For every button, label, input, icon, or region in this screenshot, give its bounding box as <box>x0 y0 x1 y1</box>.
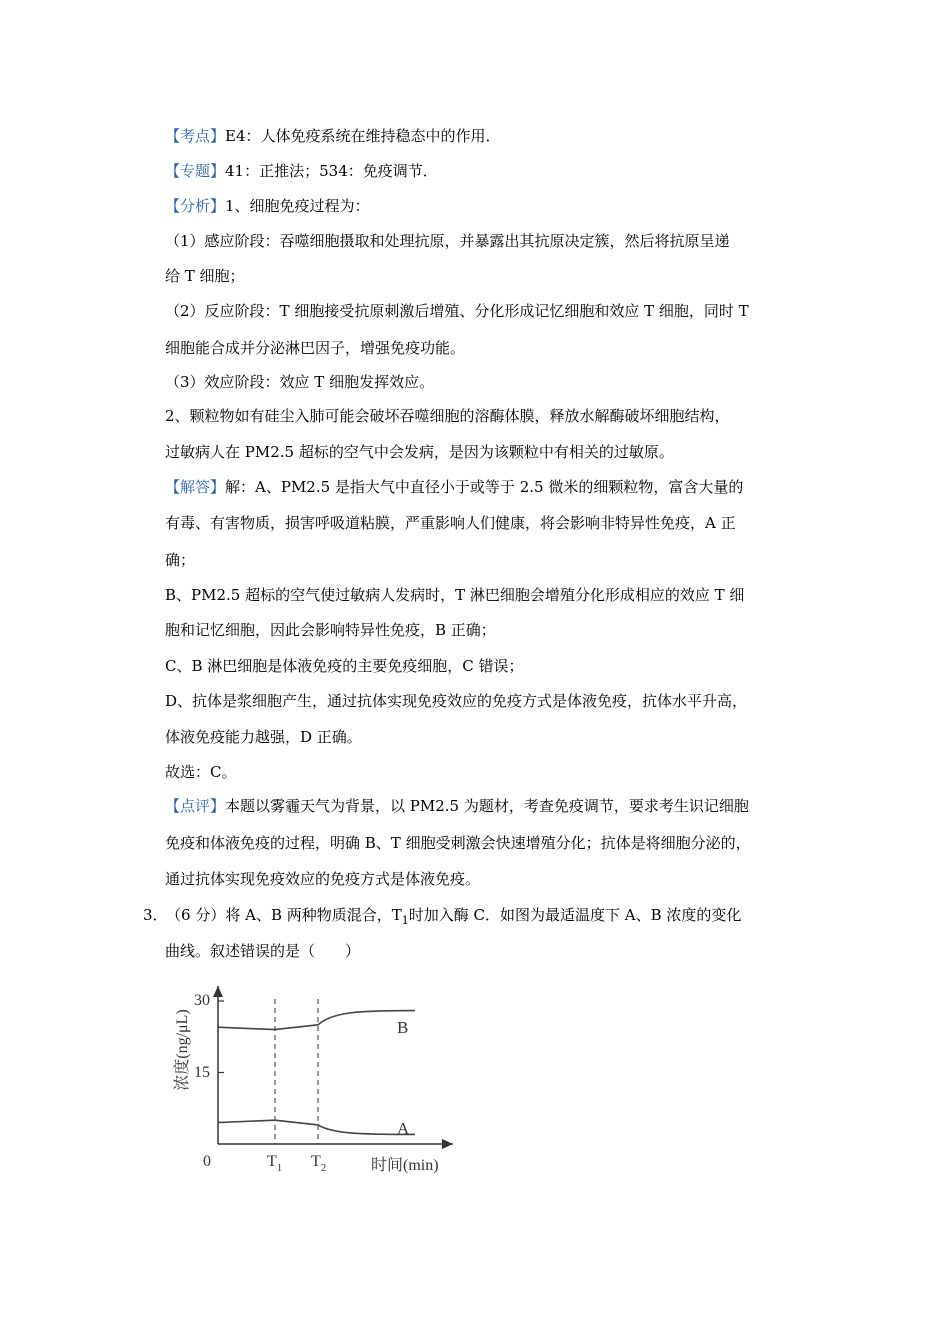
dianping-line-2: 通过抗体实现免疫效应的免疫方式是体液免疫。 <box>165 870 481 888</box>
jieda-line-2: 确； <box>165 551 196 569</box>
y-tick-label-30: 30 <box>194 992 210 1009</box>
jieda-line-1: 有毒、有害物质，损害呼吸道粘膜，严重影响人们健康，将会影响非特异性免疫，A 正 <box>165 514 736 532</box>
x-marker-t2: $T_2$ <box>311 1153 327 1174</box>
origin-label: 0 <box>203 1153 211 1170</box>
fenxi-line-3: （2）反应阶段：T 细胞接受抗原刺激后增殖、分化形成记忆细胞和效应 T 细胞，同时 T <box>165 302 749 320</box>
question-number: 3． <box>143 906 168 924</box>
kaodian-line <box>165 126 501 146</box>
jieda-tag: 【解答】 <box>165 478 226 496</box>
zhuanti-line <box>165 161 438 181</box>
chart-axes <box>213 986 453 1149</box>
fenxi-text: 1、细胞免疫过程为： <box>225 197 370 215</box>
question-subscript: 1 <box>401 914 409 927</box>
dianping-line-1: 免疫和体液免疫的过程，明确 B、T 细胞受刺激会快速增殖分化；抗体是将细胞分泌的， <box>165 834 751 852</box>
jieda-line-4: 胞和记忆细胞，因此会影响特异性免疫，B 正确； <box>165 621 496 639</box>
fenxi-line-5: （3）效应阶段：效应 T 细胞发挥效应。 <box>165 373 435 391</box>
dianping-line-0 <box>165 796 749 816</box>
series-line-a <box>218 1120 415 1134</box>
kaodian-tag: 【考点】 <box>165 127 226 145</box>
y-axis-label: 浓度(ng/μL) <box>174 1009 191 1091</box>
question-text-b: 时加入酶 C．如图为最适温度下 A、B 浓度的变化 <box>408 906 742 924</box>
series-line-b <box>218 1011 415 1030</box>
kaodian-text: E4：人体免疫系统在维持稳态中的作用． <box>225 127 501 145</box>
fenxi-line-0 <box>165 196 370 216</box>
fenxi-line-4: 细胞能合成并分泌淋巴因子，增强免疫功能。 <box>165 339 466 357</box>
series-label-b: B <box>397 1018 409 1037</box>
dianping-tag: 【点评】 <box>165 797 226 815</box>
zhuanti-tag: 【专题】 <box>165 162 226 180</box>
jieda-text: 解：A、PM2.5 是指大气中直径小于或等于 2.5 微米的细颗粒物，富含大量的 <box>225 478 744 496</box>
y-tick-label-15: 15 <box>194 1064 210 1081</box>
question-text-a: （6 分）将 A、B 两种物质混合，T <box>173 906 402 924</box>
concentration-chart <box>165 968 465 1180</box>
jieda-line-0 <box>165 477 743 497</box>
dianping-text: 本题以雾霾天气为背景，以 PM2.5 为题材，考查免疫调节，要求考生识记细胞 <box>225 797 749 815</box>
question-line-2: 曲线。叙述错误的是（ ） <box>165 942 361 960</box>
y-axis-arrow <box>213 986 223 997</box>
chart-marks <box>218 1011 415 1135</box>
x-axis-arrow <box>442 1139 453 1149</box>
question-line-1 <box>143 905 741 931</box>
fenxi-tag: 【分析】 <box>165 197 226 215</box>
fenxi-line-6: 2、颗粒物如有硅尘入肺可能会破坏吞噬细胞的溶酶体膜，释放水解酶破坏细胞结构， <box>165 407 730 425</box>
x-axis-label: 时间(min) <box>371 1157 439 1174</box>
jieda-line-8: 故选：C。 <box>165 763 237 781</box>
jieda-line-5: C、B 淋巴细胞是体液免疫的主要免疫细胞，C 错误； <box>165 657 524 675</box>
x-marker-t1: $T_1$ <box>267 1153 283 1174</box>
series-label-a: A <box>397 1119 410 1138</box>
jieda-line-7: 体液免疫能力越强，D 正确。 <box>165 728 362 746</box>
fenxi-line-2: 给 T 细胞； <box>165 267 245 285</box>
fenxi-line-1: （1）感应阶段：吞噬细胞摄取和处理抗原，并暴露出其抗原决定簇，然后将抗原呈递 <box>165 232 730 250</box>
zhuanti-text: 41：正推法；534：免疫调节． <box>225 162 438 180</box>
jieda-line-3: B、PM2.5 超标的空气使过敏病人发病时，T 淋巴细胞会增殖分化形成相应的效应 T 细 <box>165 586 745 604</box>
fenxi-line-7: 过敏病人在 PM2.5 超标的空气中会发病，是因为该颗粒中有相关的过敏原。 <box>165 443 674 461</box>
jieda-line-6: D、抗体是浆细胞产生，通过抗体实现免疫效应的免疫方式是体液免疫，抗体水平升高， <box>165 692 748 710</box>
